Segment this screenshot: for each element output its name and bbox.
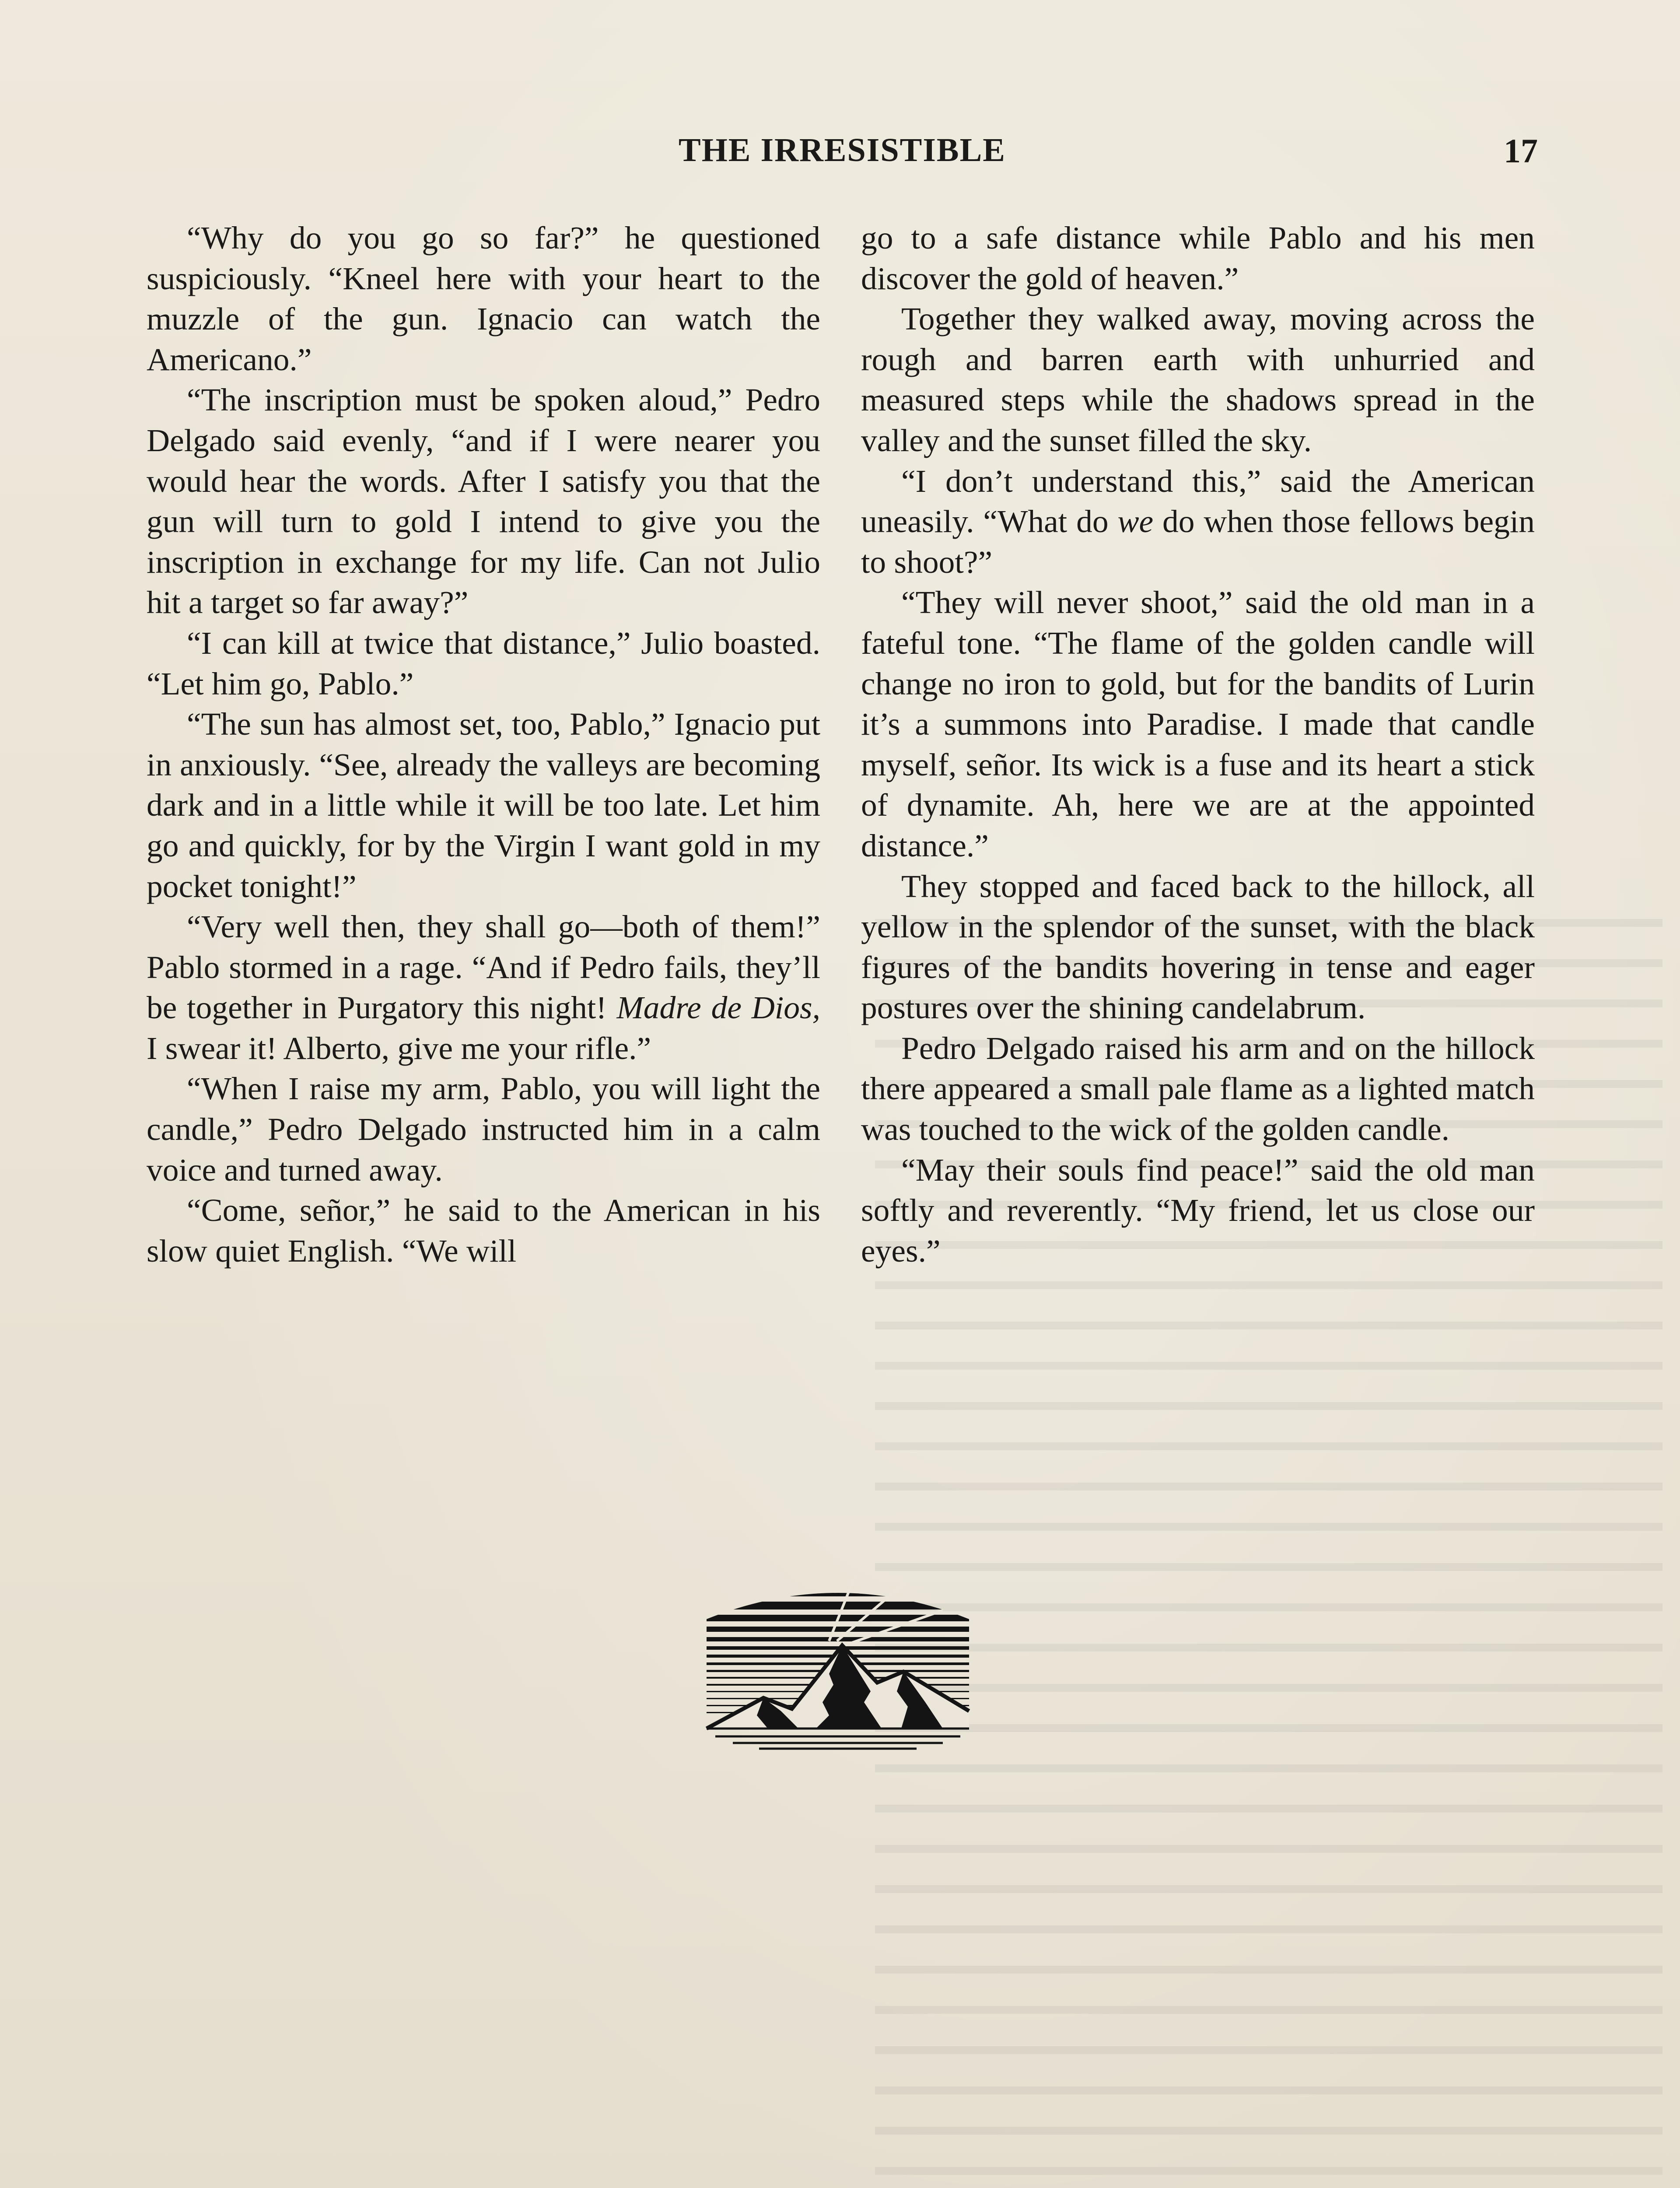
paragraph: Together they walked away, moving across the rough and barren earth with unhurried and measured steps while the shadows spread in the valley and the sunset filled the sky. [861, 301, 1535, 458]
mountain-sunrise-icon [698, 1571, 978, 1755]
paragraph: “When I raise my arm, Pablo, you will light the candle,” Pedro Delgado instructed him in a calm voice and turned away. [147, 1071, 820, 1188]
running-head [147, 131, 1538, 179]
paragraph: Pedro Delgado raised his arm and on the hillock there appeared a small pale flame as a lighted match was touched to the wick of the golden candle. [861, 1030, 1535, 1147]
paragraph: “Come, señor,” he said to the American in his slow quiet English. “We will [147, 1192, 820, 1269]
text-run: “Very well then, they shall go—both of them!” Pablo stormed in a rage. “And if Pedro fails, they’ll be together in Purgatory this night! [147, 909, 820, 1026]
paragraph: “I can kill at twice that distance,” Julio boasted. “Let him go, Pablo.” [147, 625, 820, 701]
text-run: “I don’t understand this,” said the American uneasily. “What do [861, 463, 1535, 540]
left-column [147, 218, 820, 1271]
text-run: I swear it! Alberto, give me your rifle.” [147, 1030, 651, 1066]
paragraph [861, 461, 1535, 583]
italic-phrase: we [1117, 504, 1154, 540]
paragraph [147, 907, 820, 1069]
paragraph: “May their souls find peace!” said the old man softly and reverently. “My friend, let us close our eyes.” [861, 1152, 1535, 1269]
paragraph: “They will never shoot,” said the old man in a fateful tone. “The flame of the golden candle will change no iron to gold, but for the bandits of Lurin it’s a summons into Paradise. I made that candle myself, señor. Its wick is a fuse and its heart a stick of dynamite. Ah, here we are at the appointed distance.” [861, 585, 1535, 863]
page-number: 17 [1504, 132, 1538, 170]
paragraph: “The inscription must be spoken aloud,” Pedro Delgado said evenly, “and if I were nearer you would hear the words. After I satisfy you that the gun will turn to gold I intend to give you the inscription in exchange for my life. Can not Julio hit a target so far away?” [147, 382, 820, 621]
right-column [861, 218, 1535, 1271]
paragraph: “Why do you go so far?” he questioned suspiciously. “Kneel here with your heart to the muzzle of the gun. Ignacio can watch the Americano.” [147, 220, 820, 377]
paragraph: “The sun has almost set, too, Pablo,” Ignacio put in anxiously. “See, already the valleys are becoming dark and in a little while it will be too late. Let him go and quickly, for by the Virgin I want gold in my pocket tonight!” [147, 706, 820, 904]
text-run: do when those fellows begin to shoot?” [861, 504, 1535, 580]
italic-phrase: Madre de Dios, [616, 990, 820, 1026]
continued-paragraph: go to a safe distance while Pablo and his men discover the gold of heaven.” [861, 220, 1535, 296]
story-title: THE IRRESISTIBLE [679, 132, 1006, 168]
paragraph: They stopped and faced back to the hillock, all yellow in the splendor of the sunset, with the black figures of the bandits hovering in tense and eager postures over the shining candelabrum. [861, 868, 1535, 1026]
